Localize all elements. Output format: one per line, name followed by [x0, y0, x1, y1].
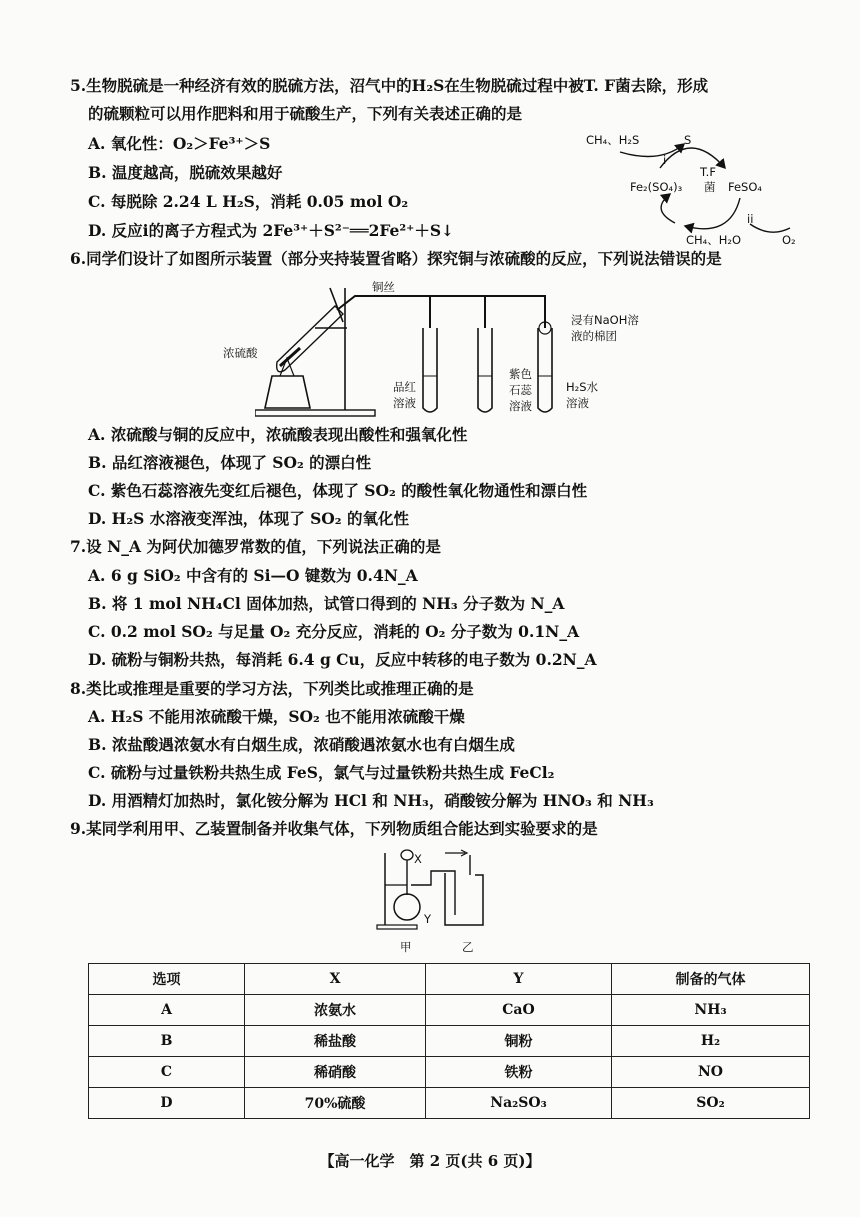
table-row	[89, 1088, 810, 1119]
table-cell: 70%硫酸	[245, 1088, 426, 1119]
label-copper-wire: 铜丝	[372, 280, 395, 294]
q5-stem-line2: 的硫颗粒可以用作肥料和用于硫酸生产，下列有关表述正确的是	[88, 104, 523, 123]
q5-option-a: A. 氧化性：O₂＞Fe³⁺＞S	[88, 134, 271, 153]
table-cell: C	[89, 1057, 245, 1088]
diagram-ch4-h2s: CH₄、H₂S	[586, 133, 640, 147]
table-cell: 铁粉	[426, 1057, 612, 1088]
table-header: 制备的气体	[612, 964, 810, 995]
diagram-s: S	[684, 133, 692, 147]
diagram-ch4-h2o: CH₄、H₂O	[686, 233, 742, 247]
q5-stem-line1: 5.生物脱硫是一种经济有效的脱硫方法，沼气中的H₂S在生物脱硫过程中被T. F菌去除，形成	[70, 76, 709, 95]
label-naoh-cotton-1: 浸有NaOH溶	[571, 313, 639, 327]
q9-apparatus-diagram	[375, 845, 525, 937]
q9-stem: 9.某同学利用甲、乙装置制备并收集气体，下列物质组合能达到实验要求的是	[70, 819, 598, 838]
table-cell: A	[89, 995, 245, 1026]
diagram-o2: O₂	[782, 233, 796, 247]
label-naoh-cotton-2: 液的棉团	[571, 329, 617, 343]
q5-option-d: D. 反应ⅰ的离子方程式为 2Fe³⁺＋S²⁻══2Fe²⁺＋S↓	[88, 221, 455, 240]
table-cell: B	[89, 1026, 245, 1057]
q8-stem: 8.类比或推理是重要的学习方法，下列类比或推理正确的是	[70, 679, 474, 698]
table-cell: 铜粉	[426, 1026, 612, 1057]
diagram-ii: ii	[747, 212, 754, 226]
table-cell: 浓氨水	[245, 995, 426, 1026]
table-row	[89, 995, 810, 1026]
label-h2s-2: 溶液	[566, 396, 589, 410]
label-pinhong-1: 品红	[393, 380, 416, 394]
q8-option-b: B. 浓盐酸遇浓氨水有白烟生成，浓硝酸遇浓氨水也有白烟生成	[88, 735, 515, 754]
q8-option-c: C. 硫粉与过量铁粉共热生成 FeS，氯气与过量铁粉共热生成 FeCl₂	[88, 763, 555, 782]
q6-option-c: C. 紫色石蕊溶液先变红后褪色，体现了 SO₂ 的酸性氧化物通性和漂白性	[88, 481, 588, 500]
table-row	[89, 1057, 810, 1088]
diagram-jun: 菌	[704, 180, 716, 194]
q7-stem: 7.设 N_A 为阿伏加德罗常数的值，下列说法正确的是	[70, 537, 441, 556]
table-header: Y	[426, 964, 612, 995]
table-header-row	[89, 964, 810, 995]
table-row	[89, 1026, 810, 1057]
label-jia: 甲	[400, 940, 412, 954]
label-conc-h2so4: 浓硫酸	[223, 346, 258, 360]
table-cell: Na₂SO₃	[426, 1088, 612, 1119]
q7-option-b: B. 将 1 mol NH₄Cl 固体加热，试管口得到的 NH₃ 分子数为 N_A	[88, 594, 565, 613]
label-zise-1: 紫色	[509, 367, 532, 381]
label-zise-3: 溶液	[509, 399, 532, 413]
diagram-feso4: FeSO₄	[728, 180, 763, 194]
q5-option-c: C. 每脱除 2.24 L H₂S，消耗 0.05 mol O₂	[88, 192, 409, 211]
label-y: Y	[424, 912, 432, 926]
diagram-i: i	[663, 153, 667, 167]
label-zise-2: 石蕊	[509, 383, 532, 397]
label-x: X	[414, 852, 422, 866]
table-header: 选项	[89, 964, 245, 995]
label-h2s-1: H₂S水	[566, 380, 599, 394]
table-cell: SO₂	[612, 1088, 810, 1119]
label-yi: 乙	[462, 940, 474, 954]
q7-option-d: D. 硫粉与铜粉共热，每消耗 6.4 g Cu，反应中转移的电子数为 0.2N_A	[88, 650, 597, 669]
table-cell: CaO	[426, 995, 612, 1026]
q6-apparatus-diagram	[255, 276, 585, 421]
diagram-tf: T.F	[700, 165, 716, 179]
table-cell: NO	[612, 1057, 810, 1088]
q8-option-d: D. 用酒精灯加热时，氯化铵分解为 HCl 和 NH₃，硝酸铵分解为 HNO₃ 和 NH₃	[88, 791, 654, 810]
q7-option-a: A. 6 g SiO₂ 中含有的 Si—O 键数为 0.4N_A	[88, 566, 418, 585]
diagram-fe2so43: Fe₂(SO₄)₃	[630, 180, 683, 194]
table-cell: NH₃	[612, 995, 810, 1026]
q6-option-b: B. 品红溶液褪色，体现了 SO₂ 的漂白性	[88, 453, 372, 472]
q6-option-a: A. 浓硫酸与铜的反应中，浓硫酸表现出酸性和强氧化性	[88, 425, 468, 444]
q9-options-table	[88, 963, 810, 1119]
table-cell: D	[89, 1088, 245, 1119]
q6-option-d: D. H₂S 水溶液变浑浊，体现了 SO₂ 的氧化性	[88, 509, 409, 528]
q8-option-a: A. H₂S 不能用浓硫酸干燥，SO₂ 也不能用浓硫酸干燥	[88, 707, 465, 726]
label-pinhong-2: 溶液	[393, 396, 416, 410]
table-header: X	[245, 964, 426, 995]
q6-stem: 6.同学们设计了如图所示装置（部分夹持装置省略）探究铜与浓硫酸的反应，下列说法错误的是	[70, 249, 722, 268]
page-footer: 【高一化学 第 2 页(共 6 页)】	[319, 1152, 541, 1170]
q5-option-b: B. 温度越高，脱硫效果越好	[88, 163, 283, 182]
table-cell: 稀盐酸	[245, 1026, 426, 1057]
q7-option-c: C. 0.2 mol SO₂ 与足量 O₂ 充分反应，消耗的 O₂ 分子数为 0.1N_A	[88, 622, 580, 641]
table-cell: H₂	[612, 1026, 810, 1057]
table-cell: 稀硝酸	[245, 1057, 426, 1088]
